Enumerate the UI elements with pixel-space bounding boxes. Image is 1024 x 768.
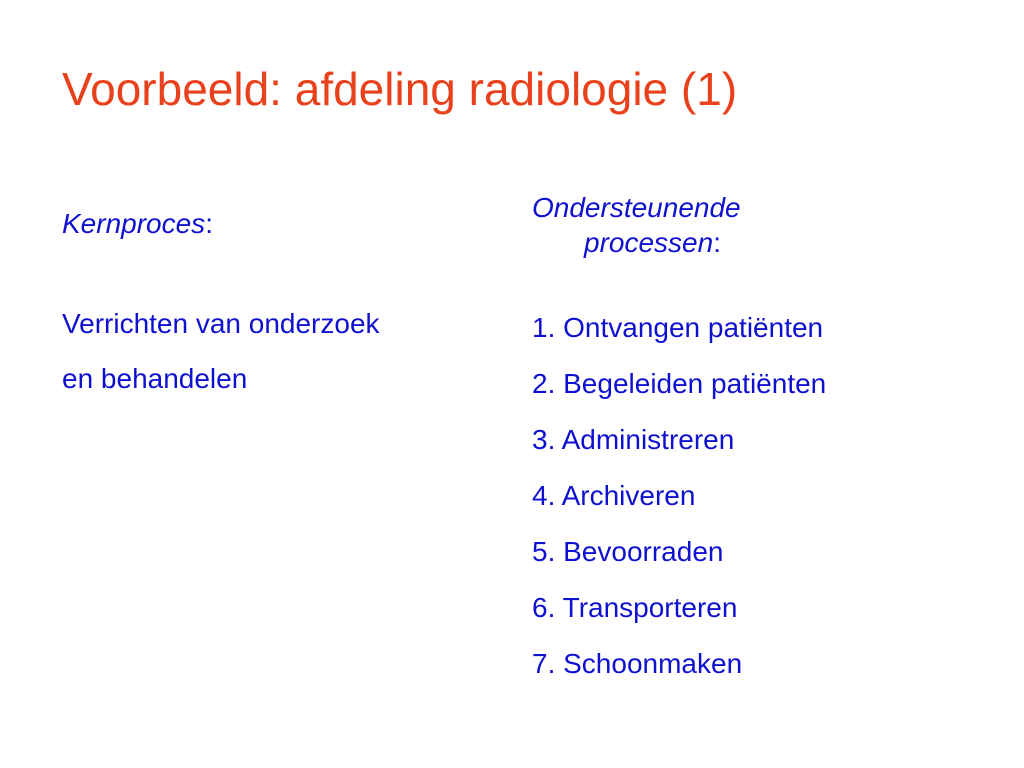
list-item: 4. Archiveren <box>532 480 696 511</box>
right-column <box>532 190 1002 692</box>
list-item: 5. Bevoorraden <box>532 536 724 567</box>
process-list <box>532 300 1002 692</box>
list-item: 6. Transporteren <box>532 592 738 623</box>
list-item: 3. Administreren <box>532 424 735 455</box>
ondersteunende-heading-line2 <box>532 225 1002 260</box>
ondersteunende-heading-text: Ondersteunende <box>532 192 741 223</box>
ondersteunende-heading-colon: : <box>713 227 721 258</box>
kernproces-heading-text: Kernproces <box>62 208 206 239</box>
list-item: 7. Schoonmaken <box>532 648 743 679</box>
list-item: 1. Ontvangen patiënten <box>532 312 824 343</box>
processen-heading-text: processen <box>584 227 714 258</box>
kernproces-description <box>62 297 502 406</box>
slide-title: Voorbeeld: afdeling radiologie (1) <box>62 63 738 115</box>
ondersteunende-heading-line1 <box>532 190 1002 225</box>
kernproces-line: Verrichten van onderzoek <box>62 308 380 339</box>
kernproces-heading-colon: : <box>205 208 213 239</box>
kernproces-line: en behandelen <box>62 362 248 394</box>
kernproces-heading <box>62 206 502 241</box>
left-column <box>62 206 502 406</box>
ondersteunende-heading <box>532 190 1002 260</box>
list-item: 2. Begeleiden patiënten <box>532 368 827 399</box>
